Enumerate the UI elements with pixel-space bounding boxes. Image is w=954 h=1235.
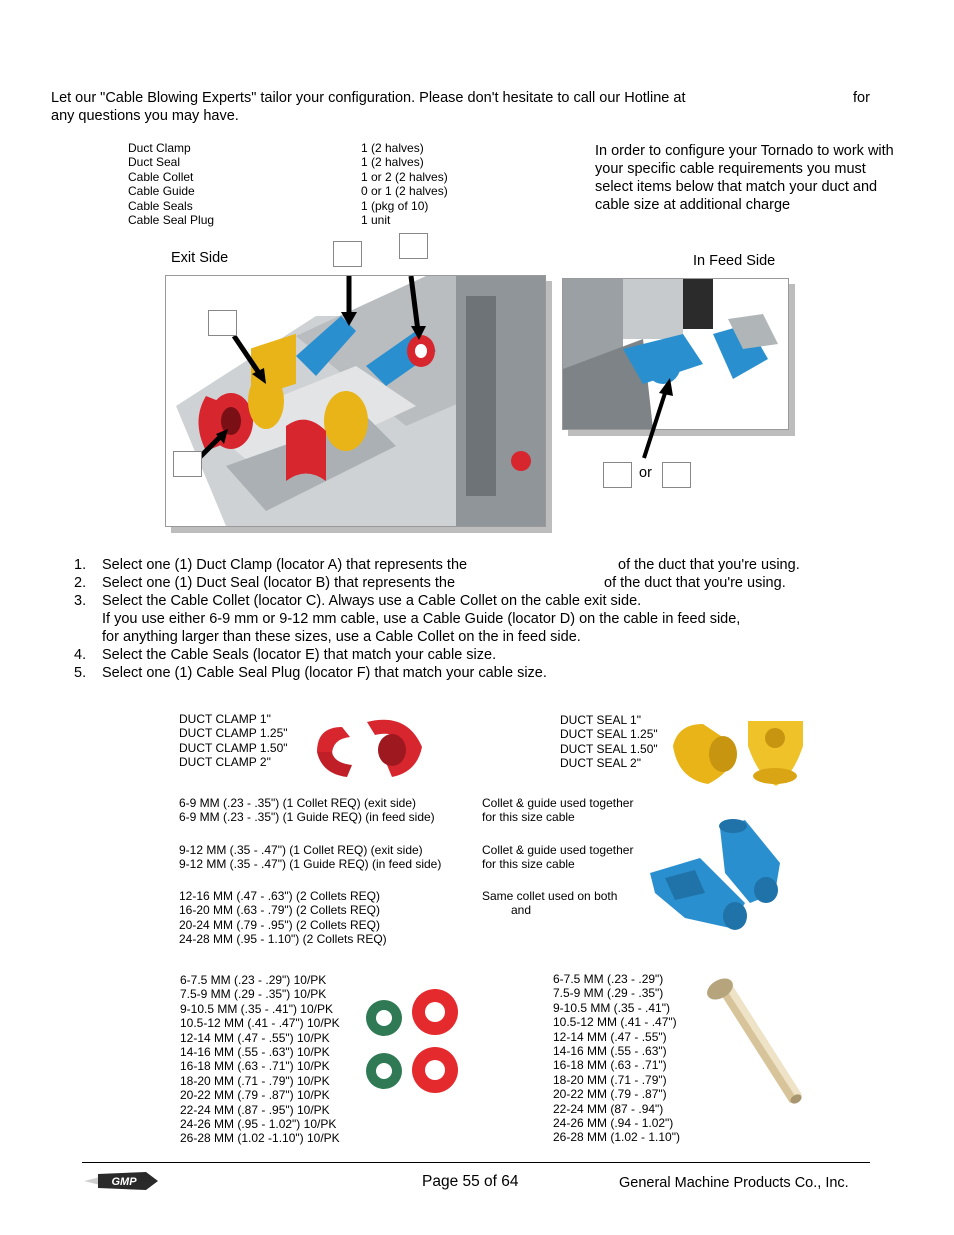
collet-item: 9-12 MM (.35 - .47") (1 Guide REQ) (in feed side): [179, 857, 442, 872]
seal-plug-list: [553, 972, 680, 1145]
locator-box-b: [333, 241, 362, 267]
kit-qty: 1 unit: [361, 213, 391, 228]
duct-clamp-item: DUCT CLAMP 1.50": [179, 740, 288, 755]
kit-item: Duct Seal: [128, 155, 181, 170]
step-text: Select one (1) Duct Clamp (locator A) that represents the: [102, 557, 468, 573]
collet-group-3: [179, 889, 387, 947]
step-number: 5.: [74, 665, 87, 681]
cable-seal-item: 10.5-12 MM (.41 - .47") 10/PK: [180, 1016, 340, 1031]
kit-item: Cable Collet: [128, 169, 194, 184]
kit-qty: 1 (pkg of 10): [361, 198, 429, 213]
kit-quantities-list: [361, 141, 448, 227]
duct-seal-item: DUCT SEAL 2": [560, 756, 641, 771]
duct-clamp-item: DUCT CLAMP 2": [179, 755, 271, 770]
collet-note-line: Collet & guide used together: [482, 843, 634, 857]
cable-seal-item: 18-20 MM (.71 - .79") 10/PK: [180, 1073, 330, 1088]
logo-text: GMP: [111, 1176, 137, 1188]
intro-paragraph: [51, 89, 881, 125]
cable-seal-item: 22-24 MM (.87 - .95") 10/PK: [180, 1102, 330, 1117]
intro-text-end: for: [853, 90, 870, 106]
duct-seal-list: [560, 713, 658, 771]
seal-plug-item: 24-26 MM (.94 - 1.02"): [553, 1116, 674, 1131]
collet-group-1: [179, 796, 435, 825]
seal-plug-item: 9-10.5 MM (.35 - .41"): [553, 1000, 670, 1015]
step-text-end: of the duct that you're using.: [604, 575, 786, 591]
kit-item: Cable Guide: [128, 184, 195, 199]
cable-seal-item: 12-14 MM (.47 - .55") 10/PK: [180, 1030, 330, 1045]
kit-qty: 0 or 1 (2 halves): [361, 184, 448, 199]
collet-item: 24-28 MM (.95 - 1.10") (2 Collets REQ): [179, 932, 387, 947]
seal-plug-item: 26-28 MM (1.02 - 1.10"): [553, 1130, 680, 1145]
step-text: Select the Cable Collet (locator C). Always use a Cable Collet on the cable exit side.: [102, 593, 642, 609]
locator-box-d: [603, 462, 632, 488]
collet-note-1: [482, 796, 633, 825]
collet-note-line: and: [511, 903, 532, 918]
seal-plug-item: 10.5-12 MM (.41 - .47"): [553, 1015, 677, 1030]
company-name: General Machine Products Co., Inc.: [619, 1175, 849, 1191]
step-text: Select one (1) Duct Seal (locator B) that represents the: [102, 575, 456, 591]
locator-box-c2: [662, 462, 691, 488]
collet-guide-image: [645, 818, 785, 936]
step-number: 1.: [74, 557, 87, 573]
seal-plug-item: 20-22 MM (.79 - .87"): [553, 1087, 667, 1102]
locator-box-c: [399, 233, 428, 259]
duct-seal-item: DUCT SEAL 1.25": [560, 727, 658, 742]
duct-seal-image: [668, 716, 808, 788]
footer-rule: [82, 1162, 870, 1163]
cable-seal-item: 16-18 MM (.63 - .71") 10/PK: [180, 1059, 330, 1074]
kit-item: Cable Seal Plug: [128, 213, 215, 228]
collet-note-line: for this size cable: [482, 810, 575, 825]
kit-item: Cable Seals: [128, 198, 193, 213]
config-note: In order to configure your Tornado to work with your specific cable requirements you must select items below that match your duct and cable size at additional charge: [595, 143, 894, 213]
duct-clamp-list: [179, 712, 288, 770]
cable-seal-list: [180, 973, 340, 1146]
collet-note-2: [482, 843, 633, 872]
collet-note-line: for this size cable: [482, 857, 575, 872]
collet-item: 6-9 MM (.23 - .35") (1 Guide REQ) (in feed side): [179, 810, 435, 825]
step-number: 2.: [74, 575, 87, 591]
locator-box-e: [208, 310, 237, 336]
step-text: If you use either 6-9 mm or 9-12 mm cable, use a Cable Guide (locator D) on the cable in feed side,: [102, 611, 741, 627]
seal-plug-item: 16-18 MM (.63 - .71"): [553, 1058, 667, 1073]
collet-item: 6-9 MM (.23 - .35") (1 Collet REQ) (exit side): [179, 796, 416, 810]
duct-clamp-item: DUCT CLAMP 1.25": [179, 726, 288, 741]
seal-plug-item: 7.5-9 MM (.29 - .35"): [553, 986, 664, 1001]
gmp-logo: [84, 1170, 160, 1192]
collet-item: 16-20 MM (.63 - .79") (2 Collets REQ): [179, 903, 380, 918]
cable-seal-item: 7.5-9 MM (.29 - .35") 10/PK: [180, 987, 327, 1002]
exit-side-label: Exit Side: [171, 250, 229, 266]
intro-text: Let our "Cable Blowing Experts" tailor your configuration. Please don't hesitate to call our Hotline at: [51, 90, 686, 106]
step-number: 3.: [74, 593, 87, 609]
cable-seal-item: 26-28 MM (1.02 -1.10") 10/PK: [180, 1131, 340, 1146]
collet-item: 12-16 MM (.47 - .63") (2 Collets REQ): [179, 889, 380, 903]
kit-qty: 1 (2 halves): [361, 155, 424, 170]
step-text: for anything larger than these sizes, use a Cable Collet on the in feed side.: [102, 629, 581, 645]
collet-item: 20-24 MM (.79 - .95") (2 Collets REQ): [179, 917, 380, 932]
kit-qty: 1 or 2 (2 halves): [361, 169, 448, 184]
seal-plug-item: 18-20 MM (.71 - .79"): [553, 1072, 667, 1087]
step-text: Select one (1) Cable Seal Plug (locator F) that match your cable size.: [102, 665, 547, 681]
page-number: Page 55 of 64: [422, 1173, 519, 1190]
intro-text-line2: any questions you may have.: [51, 108, 239, 124]
in-feed-arrow: [638, 376, 678, 461]
collet-note-3: [482, 889, 617, 918]
step-text-end: of the duct that you're using.: [618, 557, 800, 573]
collet-note-line: Same collet used on both: [482, 889, 618, 903]
seal-plug-item: 12-14 MM (.47 - .55"): [553, 1029, 667, 1044]
cable-seal-image: [362, 988, 462, 1096]
or-label: or: [639, 465, 652, 481]
seal-plug-item: 22-24 MM (87 - .94"): [553, 1101, 664, 1116]
step-number: 4.: [74, 647, 87, 663]
seal-plug-image: [702, 973, 807, 1108]
collet-group-2: [179, 843, 441, 872]
duct-seal-item: DUCT SEAL 1.50": [560, 741, 658, 756]
in-feed-side-label: In Feed Side: [693, 253, 776, 269]
step-text: Select the Cable Seals (locator E) that match your cable size.: [102, 647, 497, 663]
cable-seal-item: 6-7.5 MM (.23 - .29") 10/PK: [180, 973, 327, 987]
locator-box-a: [173, 451, 202, 477]
kit-item: Duct Clamp: [128, 141, 191, 155]
kit-items-list: [128, 141, 214, 227]
duct-clamp-item: DUCT CLAMP 1": [179, 712, 271, 726]
duct-clamp-image: [312, 712, 424, 782]
cable-seal-item: 20-22 MM (.79 - .87") 10/PK: [180, 1088, 330, 1103]
cable-seal-item: 24-26 MM (.95 - 1.02") 10/PK: [180, 1117, 337, 1132]
cable-seal-item: 14-16 MM (.55 - .63") 10/PK: [180, 1045, 330, 1060]
cable-seal-item: 9-10.5 MM (.35 - .41") 10/PK: [180, 1001, 333, 1016]
seal-plug-item: 6-7.5 MM (.23 - .29"): [553, 972, 664, 986]
collet-item: 9-12 MM (.35 - .47") (1 Collet REQ) (exit side): [179, 843, 423, 857]
kit-qty: 1 (2 halves): [361, 141, 424, 155]
seal-plug-item: 14-16 MM (.55 - .63"): [553, 1044, 667, 1059]
duct-seal-item: DUCT SEAL 1": [560, 713, 641, 727]
collet-note-line: Collet & guide used together: [482, 796, 634, 810]
